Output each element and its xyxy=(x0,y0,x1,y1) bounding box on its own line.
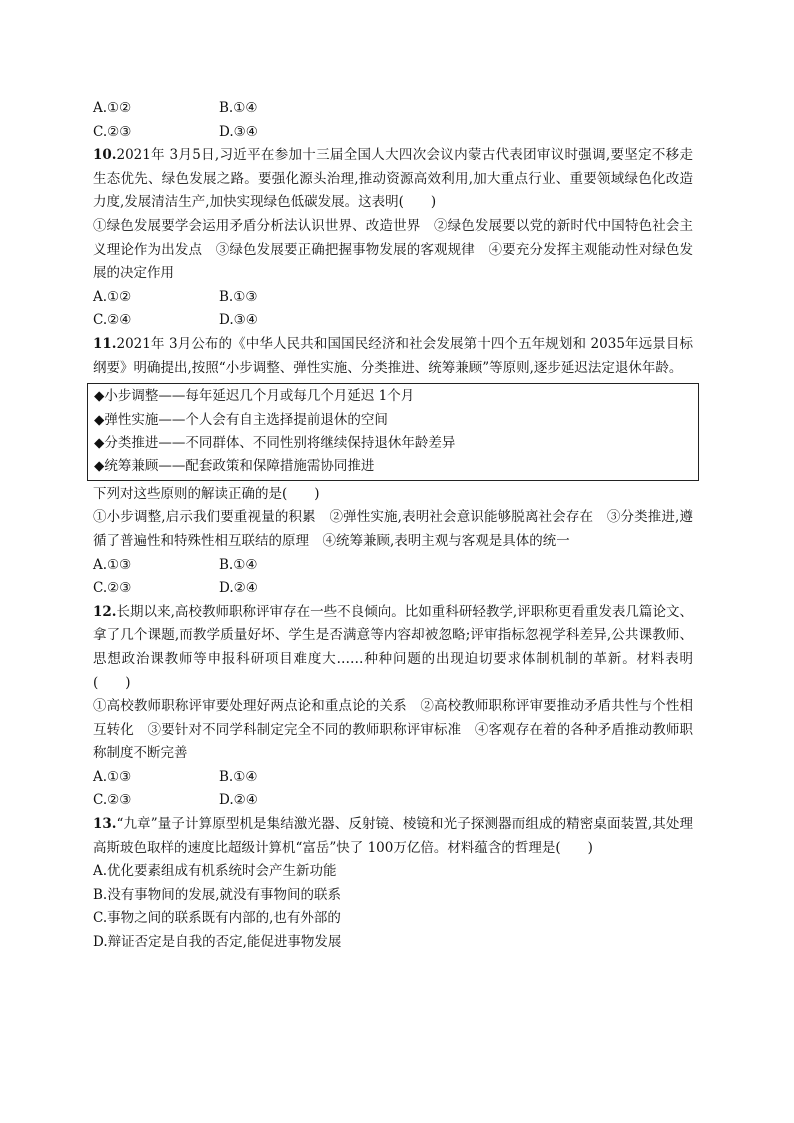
q11-stem-text: 2021年 3月公布的《中华人民共和国国民经济和社会发展第十四个五年规划和 2035年远景目标纲要》明确提出,按照“小步调整、弹性实施、分类推进、统筹兼顾”等原则,逐步延迟法定退休年龄。 xyxy=(93,335,693,376)
q9-option-d[interactable]: D.③④ xyxy=(219,123,258,140)
q12-stem-text: 长期以来,高校教师职称评审存在一些不良倾向。比如重科研轻教学,评职称更看重发表几篇论文、拿了几个课题,而教学质量好坏、学生是否满意等内容却被忽略;评审指标忽视学科差异,公共课教师、思想政治课教师等申报科研项目难度大……种种问题的出现迫切要求体制机制的革新。材料表明( ) xyxy=(93,603,693,691)
q10-options-row-1 xyxy=(93,286,693,310)
q13-stem xyxy=(93,813,693,860)
q9-option-a[interactable]: A.①② xyxy=(93,100,132,116)
q12-number: 12. xyxy=(93,603,117,620)
q10-stem xyxy=(93,144,693,215)
q10-stem-text: 2021年 3月5日,习近平在参加十三届全国人大四次会议内蒙古代表团审议时强调,要坚定不移走生态优先、绿色发展之路。要强化源头治理,推动资源高效利用,加大重点行业、重要领域绿色化改造力度,发展清洁生产,加快实现绿色低碳发展。这表明( ) xyxy=(93,147,693,211)
q12-option-d[interactable]: D.②④ xyxy=(219,792,258,809)
q11-option-c[interactable]: C.②③ xyxy=(93,580,132,597)
q11-options-row-2 xyxy=(93,577,693,601)
q12-statements: ①高校教师职称评审要处理好两点论和重点论的关系 ②高校教师职称评审要推动矛盾共性与个性相互转化 ③要针对不同学科制定完全不同的教师职称评审标准 ④客观存在着的各种矛盾推动教师职称制度不断完善 xyxy=(93,698,693,762)
q13-choice-b[interactable]: B.没有事物间的发展,就没有事物间的联系 xyxy=(93,886,342,903)
q11-principles-box xyxy=(87,383,699,481)
content xyxy=(93,97,693,955)
q11-statements: ①小步调整,启示我们要重视量的积累 ②弹性实施,表明社会意识能够脱离社会存在 ③分类推进,遵循了普遍性和特殊性相互联结的原理 ④统筹兼顾,表明主观与客观是具体的统一 xyxy=(93,509,693,549)
q13-stem-text: “九章”量子计算原型机是集结激光器、反射镜、棱镜和光子探测器而组成的精密桌面装置,其处理高斯玻色取样的速度比超级计算机“富岳”快了 100万亿倍。材料蕴含的哲理是( ) xyxy=(93,816,693,856)
q12-option-a[interactable]: A.①③ xyxy=(93,768,132,785)
q11-number: 11. xyxy=(93,335,117,352)
q13-choice-c[interactable]: C.事物之间的联系既有内部的,也有外部的 xyxy=(93,910,341,927)
q11-question: 下列对这些原则的解读正确的是( ) xyxy=(93,485,320,502)
q11-option-b[interactable]: B.①④ xyxy=(219,556,258,573)
q9-options-row-2 xyxy=(93,121,693,145)
q12-options-row-2 xyxy=(93,789,693,813)
q10-statements: ①绿色发展要学会运用矛盾分析法认识世界、改造世界 ②绿色发展要以党的新时代中国特色社会主义理论作为出发点 ③绿色发展要正确把握事物发展的客观规律 ④要充分发挥主观能动性对绿色发展的决定作用 xyxy=(93,217,693,282)
q12-option-c[interactable]: C.②③ xyxy=(93,792,132,809)
q11-option-a[interactable]: A.①③ xyxy=(93,556,132,573)
q11-principle-1: ◆小步调整——每年延迟几个月或每几个月延迟 1个月 xyxy=(94,388,415,405)
q13-choice-d[interactable]: D.辩证否定是自我的否定,能促进事物发展 xyxy=(93,934,342,951)
q10-options-row-2 xyxy=(93,309,693,333)
q9-options-row-1 xyxy=(93,97,693,121)
q13-choice-a[interactable]: A.优化要素组成有机系统时会产生新功能 xyxy=(93,863,337,880)
q11-principle-2: ◆弹性实施——个人会有自主选择提前退休的空间 xyxy=(94,411,388,428)
q11-options-row-1 xyxy=(93,554,693,578)
q11-principle-4: ◆统筹兼顾——配套政策和保障措施需协同推进 xyxy=(94,458,375,475)
q10-option-a[interactable]: A.①② xyxy=(93,288,132,305)
q9-option-b[interactable]: B.①④ xyxy=(219,100,258,116)
q11-stem xyxy=(93,333,693,380)
q12-option-b[interactable]: B.①④ xyxy=(219,768,258,785)
q11-option-d[interactable]: D.②④ xyxy=(219,580,258,597)
q12-options-row-1 xyxy=(93,766,693,790)
q10-option-d[interactable]: D.③④ xyxy=(219,312,258,329)
q10-option-b[interactable]: B.①③ xyxy=(219,288,258,305)
q9-option-c[interactable]: C.②③ xyxy=(93,123,132,140)
q12-stem xyxy=(93,601,693,695)
q10-number: 10. xyxy=(93,147,117,164)
q13-number: 13. xyxy=(93,816,117,833)
q11-principle-3: ◆分类推进——不同群体、不同性别将继续保持退休年龄差异 xyxy=(94,434,456,451)
q10-option-c[interactable]: C.②④ xyxy=(93,312,132,329)
